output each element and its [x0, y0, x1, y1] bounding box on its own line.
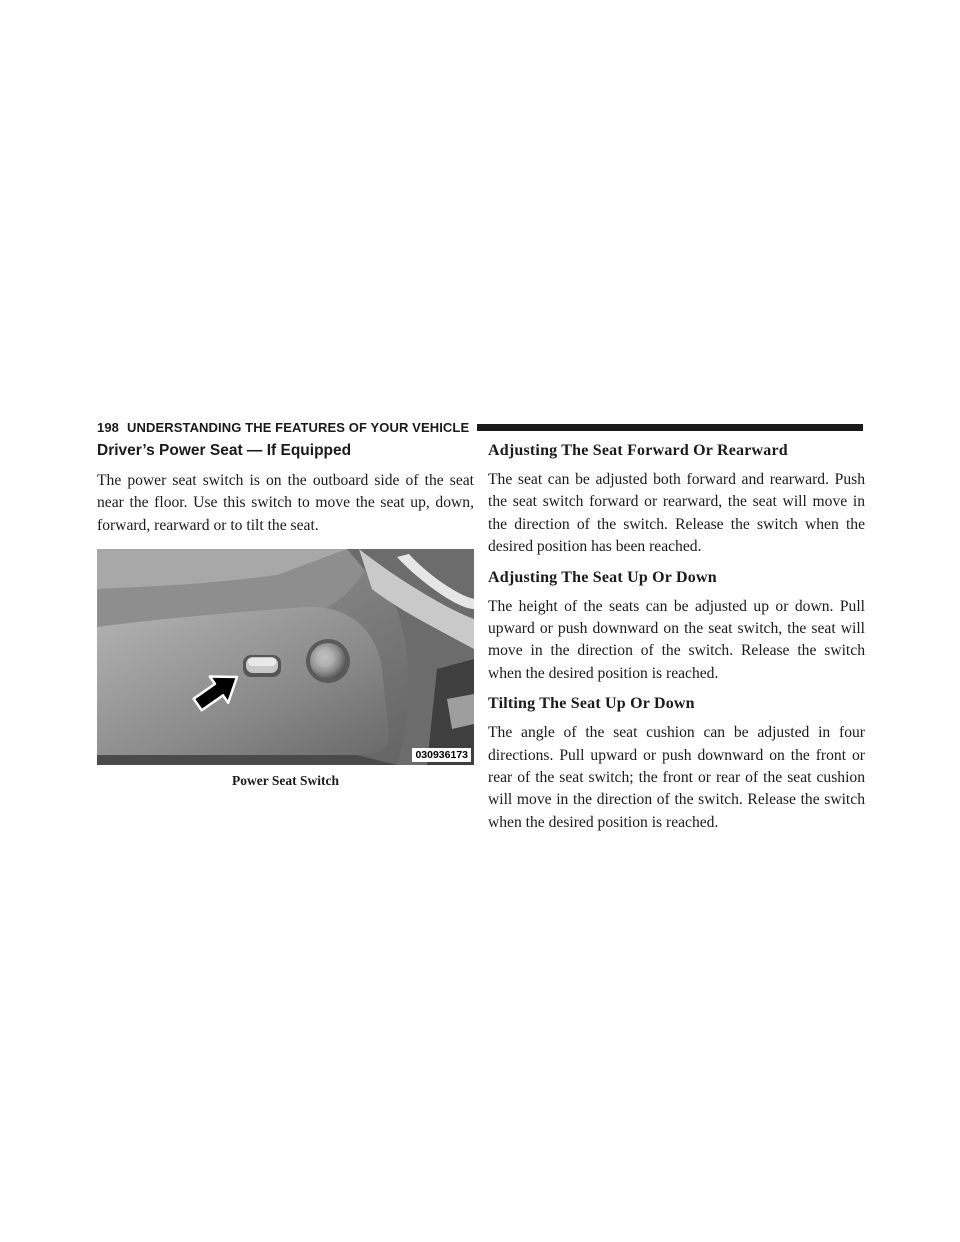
power-seat-paragraph: The power seat switch is on the outboard side of the seat near the floor. Use this switch to move the seat up, down, forward, rearward or to tilt the seat.	[97, 472, 474, 534]
tilt-paragraph: The angle of the seat cushion can be adjusted in four directions. Pull upward or push downward on the front or rear of the seat switch; the front or rear of the seat cushion will move in the direction of the switch. Release the switch when the desired position is reached.	[488, 724, 865, 831]
figure-caption: Power Seat Switch	[232, 773, 339, 789]
left-column	[97, 441, 474, 789]
page-number: 198	[97, 419, 119, 435]
tilt-heading: Tilting The Seat Up Or Down	[488, 695, 695, 713]
forward-rearward-heading: Adjusting The Seat Forward Or Rearward	[488, 442, 788, 459]
seat-illustration	[97, 549, 474, 765]
page-header	[97, 419, 863, 435]
power-seat-heading: Driver’s Power Seat — If Equipped	[97, 442, 352, 459]
header-rule	[477, 424, 863, 431]
power-seat-switch-figure	[97, 549, 474, 765]
section-title: UNDERSTANDING THE FEATURES OF YOUR VEHICLE	[127, 419, 470, 435]
right-column	[488, 441, 865, 843]
up-down-heading: Adjusting The Seat Up Or Down	[488, 568, 717, 586]
figure-id-label: 030936173	[412, 748, 471, 762]
up-down-paragraph: The height of the seats can be adjusted up or down. Pull upward or push downward on the seat switch, the seat will move in the direction of the switch. Release the switch when the desired position is reached.	[488, 597, 865, 682]
forward-rearward-paragraph: The seat can be adjusted both forward and rearward. Push the seat switch forward or rearward, the seat will move in the direction of the switch. Release the switch when the desired position has been reached.	[488, 471, 865, 556]
